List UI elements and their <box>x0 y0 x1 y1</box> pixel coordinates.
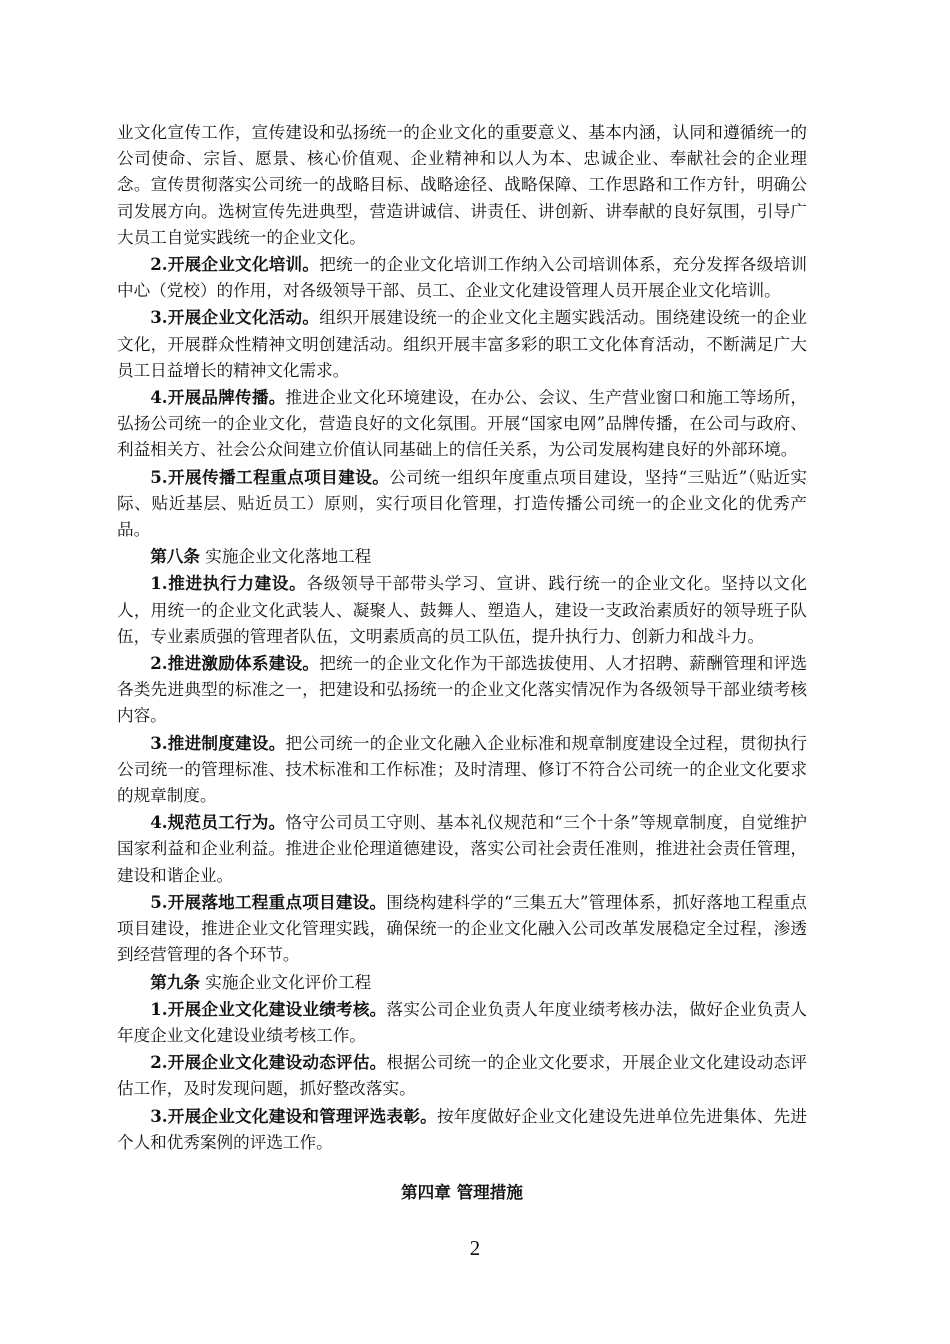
paragraph <box>117 730 807 810</box>
paragraph-lead: 1.推进执行力建设。 <box>150 573 307 594</box>
paragraph-text: 公司统一组织年度重点项目建设，坚持“三贴近”（贴近实际、贴近基层、贴近员工）原则，实行项目化管理，打造传播公司统一的企业文化的优秀产品。 <box>117 467 807 540</box>
paragraph-text: 把公司统一的企业文化融入企业标准和规章制度建设全过程，贯彻执行公司统一的管理标准、技术标准和工作标准；及时清理、修订不符合公司统一的企业文化要求的规章制度。 <box>117 733 807 806</box>
paragraph-lead: 2.开展企业文化建设动态评估。 <box>150 1052 387 1073</box>
paragraph-text: 根据公司统一的企业文化要求，开展企业文化建设动态评估工作，及时发现问题，抓好整改落实。 <box>117 1053 807 1099</box>
paragraph-text: 把统一的企业文化培训工作纳入公司培训体系，充分发挥各级培训中心（党校）的作用，对各级领导干部、员工、企业文化建设管理人员开展企业文化培训。 <box>117 255 807 301</box>
paragraph <box>117 251 807 304</box>
paragraph <box>117 304 807 384</box>
paragraph-text: 各级领导干部带头学习、宣讲、践行统一的企业文化。坚持以文化人，用统一的企业文化武装人、凝聚人、鼓舞人、塑造人，建设一支政治素质好的领导班子队伍，专业素质强的管理者队伍，文明素质高的员工队伍，提升执行力、创新力和战斗力。 <box>117 574 807 646</box>
paragraph-text: 围绕构建科学的“三集五大”管理体系，抓好落地工程重点项目建设，推进企业文化管理实践，确保统一的企业文化融入公司改革发展稳定全过程，渗透到经营管理的各个环节。 <box>117 892 807 965</box>
paragraph <box>117 889 807 969</box>
article-number: 第八条 <box>150 546 200 567</box>
paragraph-lead: 2.推进激励体系建设。 <box>150 653 320 674</box>
page-number: 2 <box>469 1236 481 1260</box>
paragraph-text: 业文化宣传工作，宣传建设和弘扬统一的企业文化的重要意义、基本内涵，认同和遵循统一的公司使命、宗旨、愿景、核心价值观、企业精神和以人为本、忠诚企业、奉献社会的企业理念。宣传贯彻落实公司统一的战略目标、战略途径、战略保障、工作思路和工作方针，明确公司发展方向。选树宣传先进典型，营造讲诚信、讲责任、讲创新、讲奉献的良好氛围，引导广大员工自觉实践统一的企业文化。 <box>117 123 807 247</box>
paragraph-lead: 1.开展企业文化建设业绩考核。 <box>150 998 387 1019</box>
paragraph-text: 推进企业文化环境建设，在办公、会议、生产营业窗口和施工等场所，弘扬公司统一的企业文化，营造良好的文化氛围。开展“国家电网”品牌传播，在公司与政府、利益相关方、社会公众间建立价值认同基础上的信任关系，为公司发展构建良好的外部环境。 <box>117 388 807 460</box>
paragraph <box>117 384 807 464</box>
article-heading <box>117 969 807 996</box>
paragraph-text: 恪守公司员工守则、基本礼仪规范和“三个十条”等规章制度，自觉维护国家利益和企业利益。推进企业伦理道德建设，落实公司社会责任准则，推进社会责任管理，建设和谐企业。 <box>117 813 807 885</box>
paragraph-text: 按年度做好企业文化建设先进单位先进集体、先进个人和优秀案例的评选工作。 <box>117 1106 808 1152</box>
article-title: 实施企业文化落地工程 <box>199 547 372 567</box>
paragraph <box>117 1049 807 1102</box>
paragraph-lead: 2.开展企业文化培训。 <box>150 254 320 275</box>
paragraph-lead: 3.推进制度建设。 <box>150 732 286 753</box>
paragraph <box>117 570 807 650</box>
document-body <box>117 120 807 1205</box>
paragraph-lead: 3.开展企业文化活动。 <box>150 307 320 328</box>
article-number: 第九条 <box>150 971 200 992</box>
paragraph-text: 组织开展建设统一的企业文化主题实践活动。围绕建设统一的企业文化，开展群众性精神文明创建活动。组织开展丰富多彩的职工文化体育活动，不断满足广大员工日益增长的精神文化需求。 <box>117 308 807 380</box>
paragraph <box>117 1103 807 1156</box>
paragraph-lead: 5.开展落地工程重点项目建设。 <box>150 891 387 912</box>
paragraph <box>117 120 807 251</box>
paragraph <box>117 650 807 730</box>
paragraph <box>117 996 807 1049</box>
chapter-heading: 第四章 管理措施 <box>401 1181 523 1202</box>
paragraph-lead: 4.规范员工行为。 <box>150 812 286 833</box>
paragraph-lead: 3.开展企业文化建设和管理评选表彰。 <box>150 1105 438 1126</box>
paragraph <box>117 809 807 889</box>
paragraph-lead: 5.开展传播工程重点项目建设。 <box>150 466 390 487</box>
article-heading <box>117 543 807 570</box>
paragraph <box>117 464 807 544</box>
paragraph-text: 落实公司企业负责人年度业绩考核办法，做好企业负责人年度企业文化建设业绩考核工作。 <box>117 999 807 1045</box>
paragraph-lead: 4.开展品牌传播。 <box>150 387 286 408</box>
article-title: 实施企业文化评价工程 <box>199 972 372 992</box>
paragraph-text: 把统一的企业文化作为干部选拔使用、人才招聘、薪酬管理和评选各类先进典型的标准之一，把建设和弘扬统一的企业文化落实情况作为各级领导干部业绩考核内容。 <box>117 654 807 726</box>
